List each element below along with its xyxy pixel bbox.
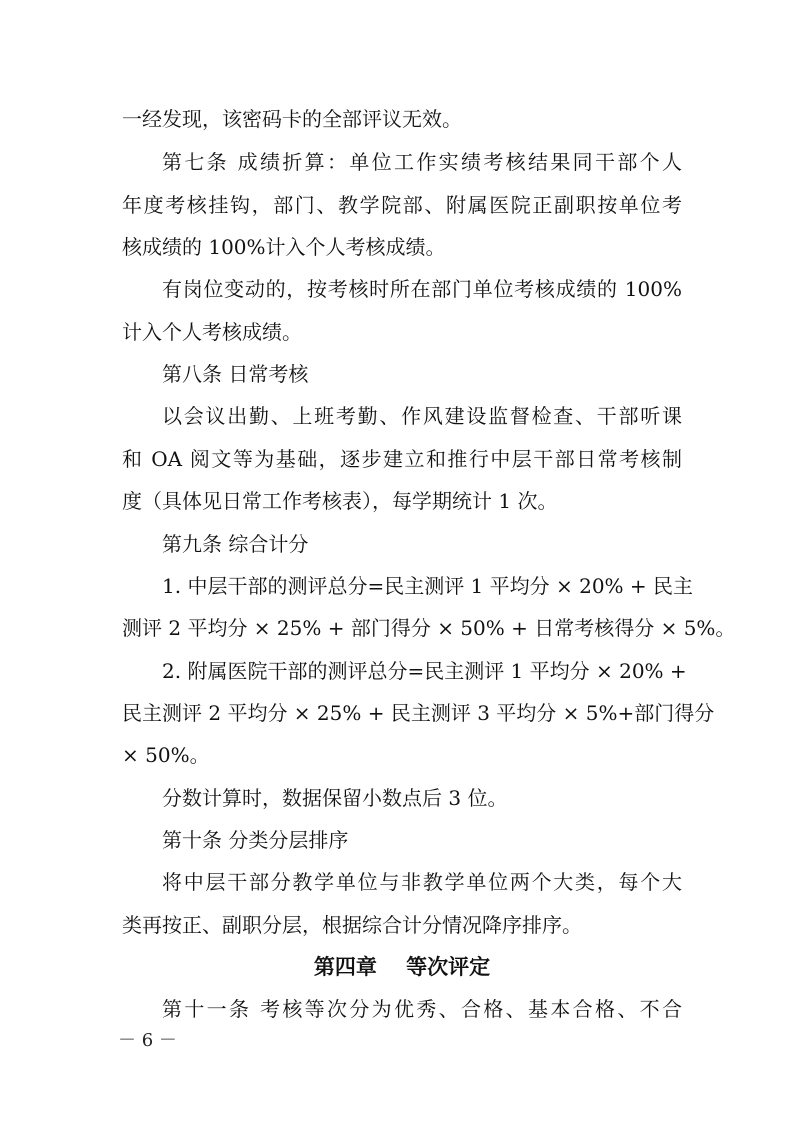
text-line: 和 OA 阅文等为基础，逐步建立和推行中层干部日常考核制 [122, 447, 682, 471]
page-number: － 6 － [118, 1030, 177, 1051]
article-10-heading: 第十条 分类分层排序 [162, 828, 349, 852]
formula-line: 1. 中层干部的测评总分=民主测评 1 平均分 × 20% + 民主 [162, 574, 694, 598]
article-9-heading: 第九条 综合计分 [162, 532, 309, 556]
text-line: 有岗位变动的，按考核时所在部门单位考核成绩的 100% [162, 277, 682, 301]
formula-line: 测评 2 平均分 × 25% + 部门得分 × 50% + 日常考核得分 × 5%。 [122, 616, 736, 640]
text-line: 核成绩的 100%计入个人考核成绩。 [122, 235, 446, 259]
formula-line: 2. 附属医院干部的测评总分=民主测评 1 平均分 × 20% + [162, 659, 687, 683]
formula-line: 民主测评 2 平均分 × 25% + 民主测评 3 平均分 × 5%+部门得分 [122, 701, 715, 725]
text-line: 一经发现，该密码卡的全部评议无效。 [122, 107, 462, 131]
text-line: 将中层干部分教学单位与非教学单位两个大类，每个大 [162, 870, 682, 894]
text-line: 年度考核挂钩，部门、教学院部、附属医院正副职按单位考 [122, 193, 682, 217]
text-line: 类再按正、副职分层，根据综合计分情况降序排序。 [122, 913, 582, 937]
formula-line: × 50%。 [122, 743, 210, 767]
article-7-line: 第七条 成绩折算：单位工作实绩考核结果同干部个人 [162, 150, 682, 174]
text-line: 以会议出勤、上班考勤、作风建设监督检查、干部听课 [162, 404, 682, 428]
article-8-heading: 第八条 日常考核 [162, 362, 309, 386]
text-line: 计入个人考核成绩。 [122, 320, 302, 344]
text-line: 分数计算时，数据保留小数点后 3 位。 [162, 786, 508, 810]
text-line: 度（具体见日常工作考核表），每学期统计 1 次。 [122, 489, 558, 513]
article-11-line: 第十一条 考核等次分为优秀、合格、基本合格、不合 [162, 997, 682, 1021]
chapter-heading: 第四章 等次评定 [313, 955, 491, 979]
